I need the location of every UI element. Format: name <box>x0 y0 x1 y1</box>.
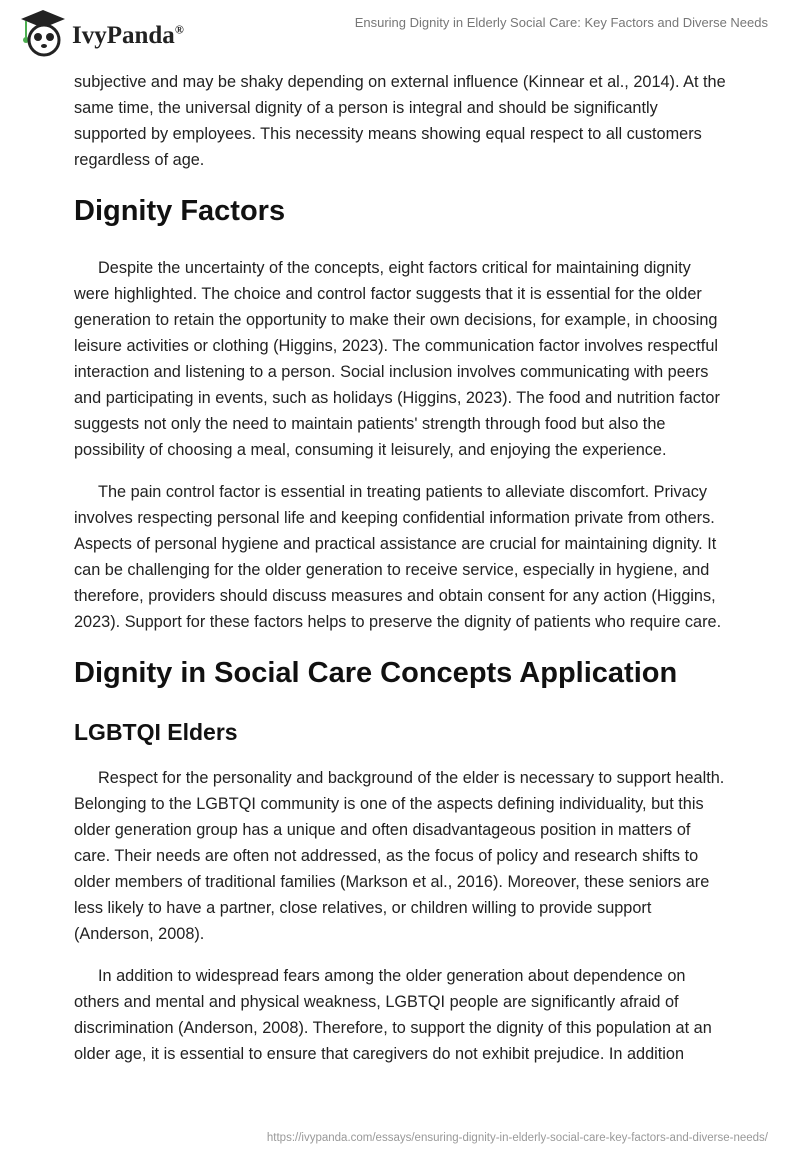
document-title: Ensuring Dignity in Elderly Social Care: Key Factors and Diverse Needs <box>354 15 768 30</box>
paragraph: Despite the uncertainty of the concepts, eight factors critical for maintaining dignity were highlighted. The choice and control factor suggests that it is essential for the older generation to retain the opportunity to make their own decisions, for example, in choosing leisure activities or clothing (Higgins, 2023). The communication factor involves respectful interaction and listening to a person. Social inclusion involves communicating with peers and participating in events, such as holidays (Higgins, 2023). The food and nutrition factor suggests not only the need to maintain patients' strength through food but also the possibility of choosing a meal, consuming it leisurely, and enjoying the experience. <box>74 259 720 459</box>
subsection-heading-lgbtqi: LGBTQI Elders <box>74 719 238 745</box>
paragraph: Respect for the personality and background of the elder is necessary to support health. Belonging to the LGBTQI community is one of the aspects defining individuality, but this older generation group has a unique and often disadvantageous position in matters of care. Their needs are often not addressed, as the focus of policy and research shifts to older members of traditional families (Markson et al., 2016). Moreover, these seniors are less likely to have a partner, close relatives, or children willing to provide support (Anderson, 2008). <box>74 769 725 943</box>
essay-content <box>74 69 728 1083</box>
logo[interactable] <box>20 8 184 58</box>
paragraph: In addition to widespread fears among the older generation about dependence on others and mental and physical weakness, LGBTQI people are significantly afraid of discrimination (Anderson, 2008). Therefore, to support the dignity of this population at an older age, it is essential to ensure that caregivers do not exhibit prejudice. In addition <box>74 967 712 1063</box>
logo-text: IvyPanda® <box>72 22 184 49</box>
section-heading-dignity-factors: Dignity Factors <box>74 195 286 227</box>
paragraph: The pain control factor is essential in treating patients to alleviate discomfort. Privacy involves respecting personal life and keeping confidential information private from others. Aspects of personal hygiene and practical assistance are crucial for maintaining dignity. It can be challenging for the older generation to receive service, especially in hygiene, and therefore, providers should discuss measures and obtain consent for any action (Higgins, 2023). Support for these factors helps to preserve the dignity of patients who require care. <box>74 483 722 631</box>
footer-url[interactable]: https://ivypanda.com/essays/ensuring-dignity-in-elderly-social-care-key-factors-and-diverse-needs/ <box>266 1132 768 1144</box>
section-heading-application: Dignity in Social Care Concepts Application <box>74 657 678 689</box>
panda-logo-icon <box>20 8 66 58</box>
page-header <box>0 0 800 66</box>
paragraph: subjective and may be shaky depending on external influence (Kinnear et al., 2014). At the same time, the universal dignity of a person is integral and should be significantly supported by employees. This necessity means showing equal respect to all customers regardless of age. <box>74 73 726 169</box>
